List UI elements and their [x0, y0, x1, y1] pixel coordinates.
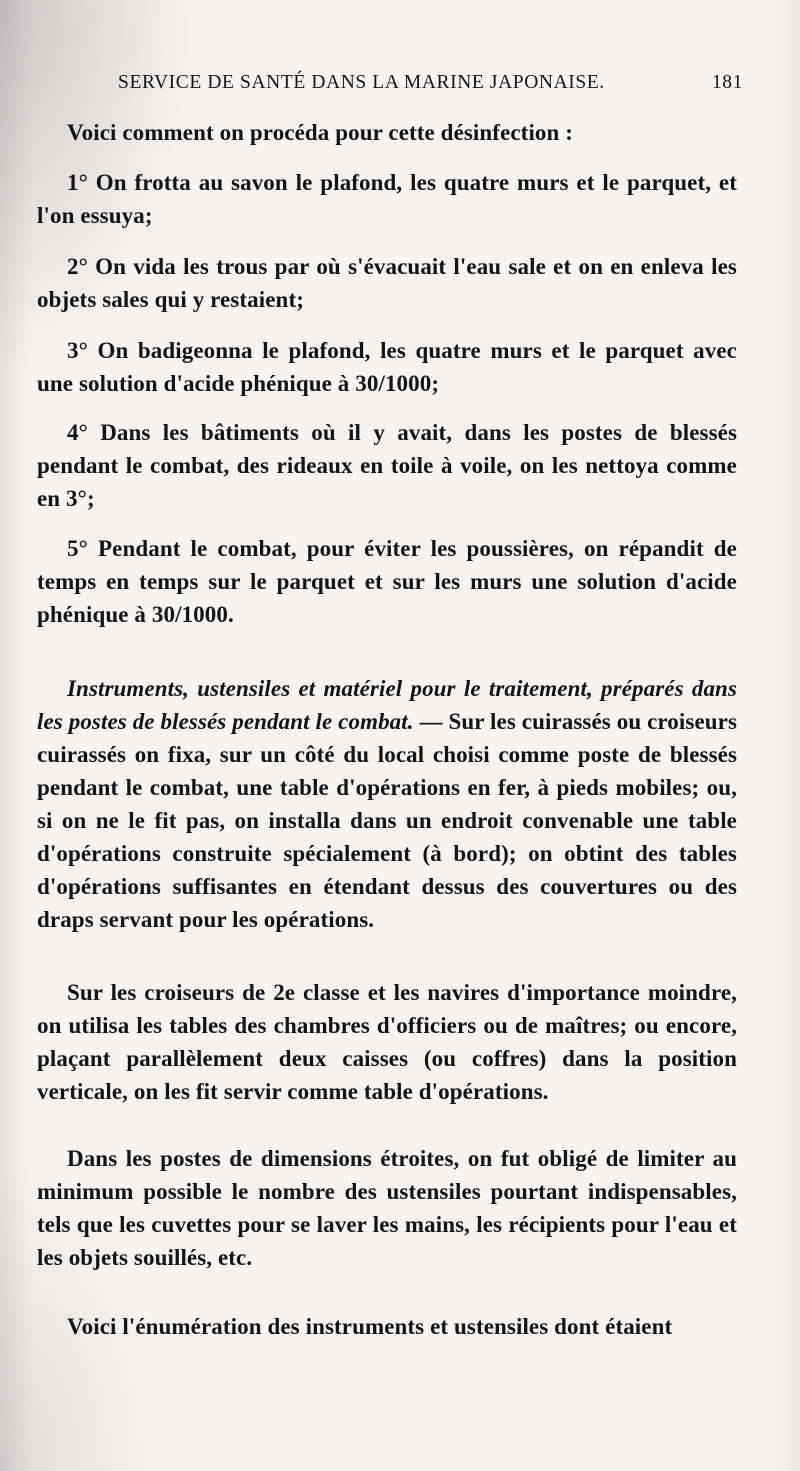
- page-header: [118, 72, 743, 102]
- list-item-2: 2° On vida les trous par où s'évacuait l'eau sale et on en enleva les objets sales qui y restaient;: [37, 254, 737, 312]
- list-item-4: 4° Dans les bâtiments où il y avait, dans les postes de blessés pendant le combat, des rideaux en toile à voile, on les nettoya comme en 3°;: [37, 420, 737, 511]
- running-title: SERVICE DE SANTÉ DANS LA MARINE JAPONAISE.: [118, 72, 605, 93]
- section-dash: —: [413, 709, 449, 734]
- intro-paragraph: Voici comment on procéda pour cette désinfection :: [67, 120, 574, 145]
- list-item-3: 3° On badigeonna le plafond, les quatre murs et le parquet avec une solution d'acide phénique à 30/1000;: [37, 338, 737, 396]
- list-item-1: 1° On frotta au savon le plafond, les quatre murs et le parquet, et l'on essuya;: [37, 170, 737, 228]
- postes-paragraph: Dans les postes de dimensions étroites, on fut obligé de limiter au minimum possible le nombre des ustensiles pourtant indispensables, tels que les cuvettes pour se laver les mains, les récipients pour l'eau et les objets souillés, etc.: [37, 1146, 737, 1270]
- list-item-5: 5° Pendant le combat, pour éviter les poussières, on répandit de temps en temps sur le parquet et sur les murs une solution d'acide phénique à 30/1000.: [37, 536, 737, 627]
- enumeration-paragraph: Voici l'énumération des instruments et ustensiles dont étaient: [67, 1314, 673, 1339]
- section-title: Instruments, ustensiles et matériel pour le traitement, préparés dans les postes de blessés pendant le combat.: [37, 676, 737, 734]
- section-paragraph: [37, 672, 737, 936]
- section-body: Sur les cuirassés ou croiseurs cuirassés on fixa, sur un côté du local choisi comme poste de blessés pendant le combat, une table d'opérations en fer, à pieds mobiles; ou, si on ne le fit pas, on installa dans un endroit convenable une table d'opérations construite spécialement (à bord); on obtint des tables d'opérations suffisantes en étendant dessus des couvertures ou des draps servant pour les opérations.: [37, 709, 737, 932]
- croiseurs-paragraph: Sur les croiseurs de 2e classe et les navires d'importance moindre, on utilisa les tables des chambres d'officiers ou de maîtres; ou encore, plaçant parallèlement deux caisses (ou coffres) dans la position verticale, on les fit servir comme table d'opérations.: [37, 980, 737, 1104]
- page-number: 181: [711, 72, 743, 93]
